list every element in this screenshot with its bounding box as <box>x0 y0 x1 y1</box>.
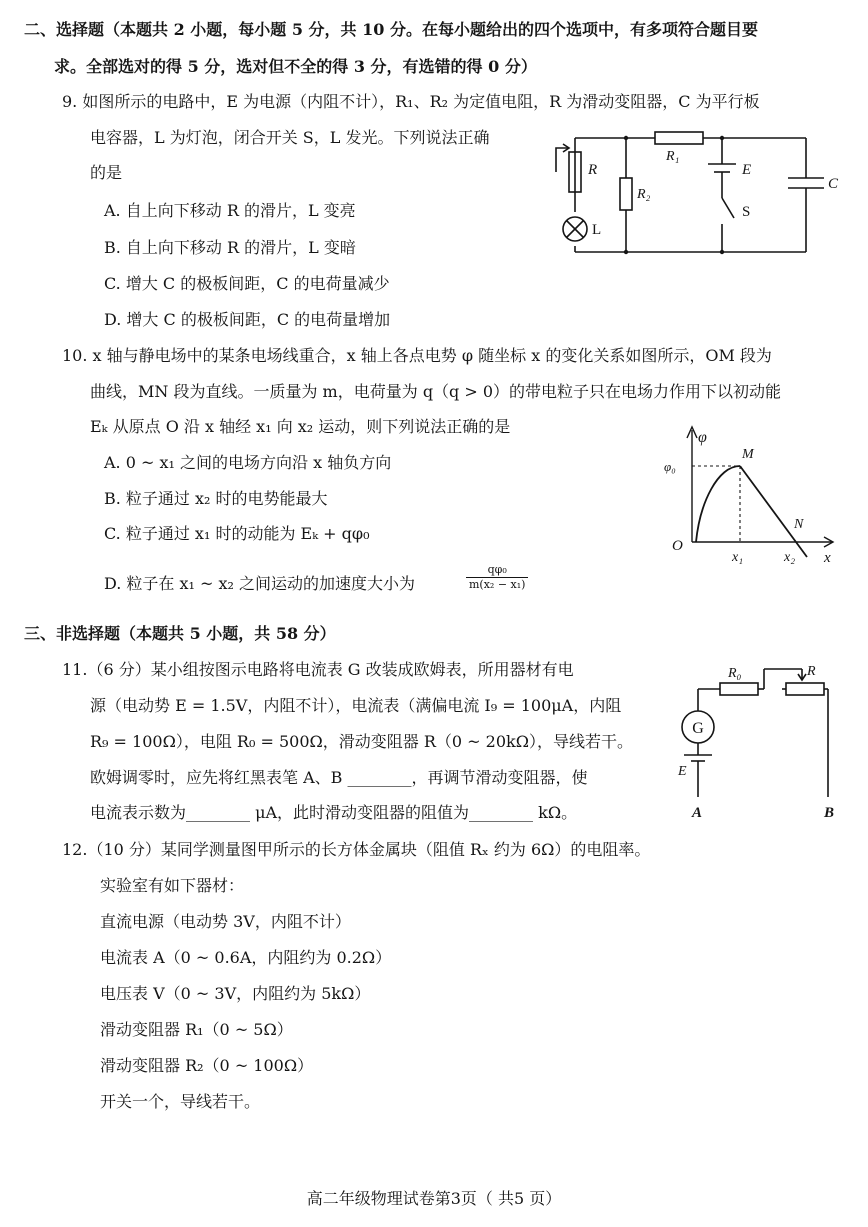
q10-option-d: D. 粒子在 x₁ ~ x₂ 之间运动的加速度大小为 <box>104 574 416 593</box>
q9-stem-line3: 的是 <box>90 163 123 182</box>
q9-stem-line1: 9. 如图所示的电路中，E 为电源（内阻不计），R₁、R₂ 为定值电阻，R 为滑动变阻器，C 为平行板 <box>62 92 760 111</box>
q9-label-r2: R₂ <box>637 187 651 202</box>
q11-stem-line2: 源（电动势 E = 1.5V，内阻不计），电流表（满偏电流 I₉ = 100μA，内阻 <box>90 696 622 715</box>
q10-axis-phi: φ <box>698 429 707 446</box>
q11-probe-b: B <box>824 805 835 821</box>
q11-stem-line4: 欧姆调零时，应先将红黑表笔 A、B ________，再调节滑动变阻器，使 <box>90 768 588 787</box>
q10-stem-line2: 曲线，MN 段为直线。一质量为 m，电荷量为 q（q > 0）的带电粒子只在电场力作用下以初动能 <box>90 382 782 401</box>
section-3-heading: 三、非选择题（本题共 5 小题，共 58 分） <box>24 624 336 643</box>
q12-equipment-ammeter: 电流表 A（0 ~ 0.6A，内阻约为 0.2Ω） <box>100 948 392 967</box>
q12-equipment-rheostat-r2: 滑动变阻器 R₂（0 ~ 100Ω） <box>100 1056 314 1075</box>
q9-option-b: B. 自上向下移动 R 的滑片，L 变暗 <box>104 238 356 257</box>
q9-label-s: S <box>742 204 751 220</box>
q12-equipment-power: 直流电源（电动势 3V，内阻不计） <box>100 912 351 931</box>
q9-label-c: C <box>828 176 839 192</box>
q10-option-c: C. 粒子通过 x₁ 时的动能为 Eₖ + qφ₀ <box>104 524 370 543</box>
q10-fraction-denominator: m(x₂ − x₁) <box>469 578 526 591</box>
q10-label-o: O <box>672 538 683 554</box>
q10-label-x2: x₂ <box>784 550 796 565</box>
q11-label-r: R <box>807 664 816 679</box>
q11-ohmmeter-circuit <box>670 655 850 825</box>
q11-probe-a: A <box>692 805 703 821</box>
q10-label-x1: x₁ <box>732 550 744 565</box>
q10-label-phi0: φ₀ <box>664 459 676 474</box>
q11-label-r0: R₀ <box>728 666 742 681</box>
q10-axis-x: x <box>824 550 831 566</box>
q11-stem-line3: R₉ = 100Ω），电阻 R₀ = 500Ω，滑动变阻器 R（0 ~ 20kΩ），导线若干。 <box>90 732 633 751</box>
q10-option-d-fraction <box>466 563 528 592</box>
q9-label-l: L <box>592 222 602 238</box>
q11-galvanometer-g: G <box>692 720 704 737</box>
q10-option-a: A. 0 ~ x₁ 之间的电场方向沿 x 轴负方向 <box>104 453 392 472</box>
q9-label-r1: R₁ <box>666 149 680 164</box>
q12-equipment-voltmeter: 电压表 V（0 ~ 3V，内阻约为 5kΩ） <box>100 984 371 1003</box>
q10-label-n: N <box>794 517 804 532</box>
q12-equipment-rheostat-r1: 滑动变阻器 R₁（0 ~ 5Ω） <box>100 1020 293 1039</box>
section-2-heading-line2: 求。全部选对的得 5 分，选对但不全的得 3 分，有选错的得 0 分） <box>54 57 537 76</box>
q9-label-r: R <box>588 162 598 178</box>
q9-option-c: C. 增大 C 的极板间距，C 的电荷量减少 <box>104 274 390 293</box>
q10-fraction-numerator: qφ₀ <box>466 563 528 578</box>
q9-stem-line2: 电容器，L 为灯泡，闭合开关 S，L 发光。下列说法正确 <box>90 128 490 147</box>
q12-stem-line1: 12.（10 分）某同学测量图甲所示的长方体金属块（阻值 Rₓ 约为 6Ω）的电阻率。 <box>62 840 651 859</box>
q10-potential-graph <box>660 418 850 578</box>
q11-label-e: E <box>678 764 687 779</box>
q12-equipment-intro: 实验室有如下器材： <box>100 876 245 895</box>
q10-label-m: M <box>742 447 754 462</box>
q9-label-e: E <box>742 162 752 178</box>
q9-circuit-diagram <box>550 120 850 270</box>
q10-stem-line1: 10. x 轴与静电场中的某条电场线重合，x 轴上各点电势 φ 随坐标 x 的变化关系如图所示，OM 段为 <box>62 346 772 365</box>
q11-stem-line1: 11.（6 分）某小组按图示电路将电流表 G 改装成欧姆表，所用器材有电 <box>62 660 574 679</box>
section-2-heading-line1: 二、选择题（本题共 2 小题，每小题 5 分，共 10 分。在每小题给出的四个选项中，有多项符合题目要 <box>24 20 758 39</box>
q10-stem-line3: Eₖ 从原点 O 沿 x 轴经 x₁ 向 x₂ 运动，则下列说法正确的是 <box>90 417 511 436</box>
q9-option-a: A. 自上向下移动 R 的滑片，L 变亮 <box>104 201 356 220</box>
q12-equipment-switch: 开关一个，导线若干。 <box>100 1092 261 1111</box>
q9-option-d: D. 增大 C 的极板间距，C 的电荷量增加 <box>104 310 391 329</box>
q10-option-b: B. 粒子通过 x₂ 时的电势能最大 <box>104 489 328 508</box>
q11-stem-line5: 电流表示数为________ μA，此时滑动变阻器的阻值为________ kΩ。 <box>90 803 578 822</box>
page-footer: 高二年级物理试卷第3页（ 共5 页） <box>306 1189 562 1208</box>
